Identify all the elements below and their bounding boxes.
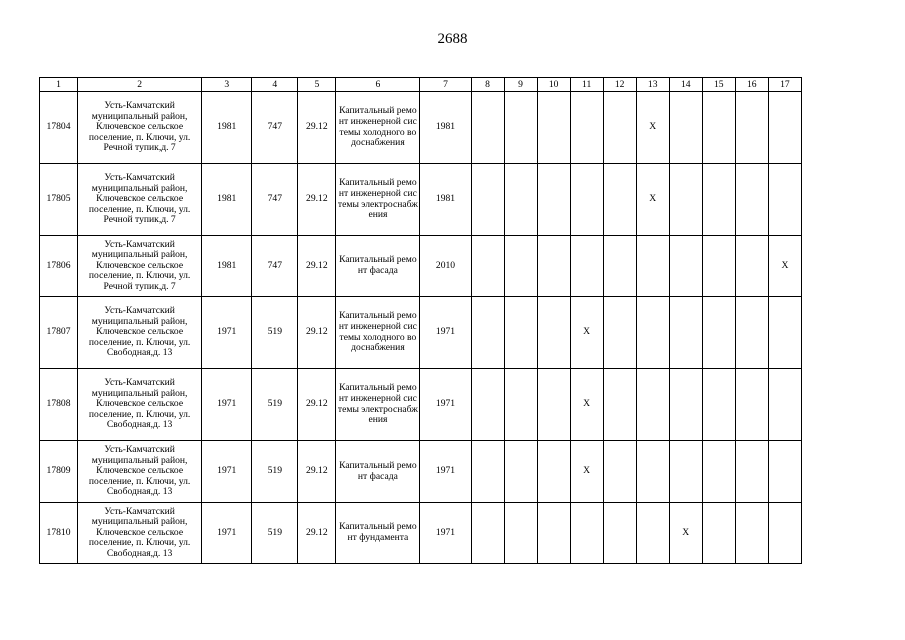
empty-cell — [636, 369, 669, 441]
empty-cell — [768, 297, 801, 369]
year-cell: 2010 — [420, 236, 471, 297]
empty-cell — [702, 503, 735, 564]
empty-cell — [702, 164, 735, 236]
year-cell: 1971 — [202, 441, 252, 503]
empty-cell — [735, 297, 768, 369]
empty-cell — [702, 236, 735, 297]
work-type-cell: Капитальный ремонт инженерной системы холодного водоснабжения — [336, 297, 420, 369]
empty-cell — [636, 503, 669, 564]
row-id: 17804 — [40, 92, 78, 164]
row-id: 17806 — [40, 236, 78, 297]
empty-cell — [735, 369, 768, 441]
empty-cell — [471, 236, 504, 297]
empty-cell — [504, 297, 537, 369]
value-cell: 519 — [252, 369, 298, 441]
repair-schedule-table — [39, 77, 802, 564]
address-cell: Усть-Камчатский муниципальный район, Ключевское сельское поселение, п. Ключи, ул. Свободная,д. 13 — [78, 297, 202, 369]
mark-cell: X — [636, 92, 669, 164]
empty-cell — [603, 236, 636, 297]
year-cell: 1981 — [202, 236, 252, 297]
empty-cell — [570, 503, 603, 564]
row-id: 17809 — [40, 441, 78, 503]
year-cell: 1981 — [202, 92, 252, 164]
empty-cell — [504, 441, 537, 503]
empty-cell — [537, 441, 570, 503]
mark-cell: X — [669, 503, 702, 564]
empty-cell — [669, 369, 702, 441]
row-id: 17810 — [40, 503, 78, 564]
column-header: 4 — [252, 78, 298, 92]
empty-cell — [735, 441, 768, 503]
year-cell: 1971 — [202, 297, 252, 369]
date-cell: 29.12 — [298, 369, 336, 441]
mark-cell: X — [570, 369, 603, 441]
empty-cell — [735, 503, 768, 564]
empty-cell — [603, 503, 636, 564]
empty-cell — [702, 92, 735, 164]
column-header: 7 — [420, 78, 471, 92]
header-row — [40, 78, 802, 92]
work-type-cell: Капитальный ремонт инженерной системы электроснабжения — [336, 164, 420, 236]
mark-cell: X — [768, 236, 801, 297]
empty-cell — [537, 297, 570, 369]
empty-cell — [603, 92, 636, 164]
empty-cell — [636, 441, 669, 503]
empty-cell — [504, 369, 537, 441]
year-cell: 1971 — [202, 503, 252, 564]
column-header: 3 — [202, 78, 252, 92]
value-cell: 519 — [252, 503, 298, 564]
year-cell: 1971 — [420, 369, 471, 441]
empty-cell — [669, 164, 702, 236]
table-row — [40, 92, 802, 164]
empty-cell — [669, 297, 702, 369]
value-cell: 519 — [252, 297, 298, 369]
value-cell: 747 — [252, 236, 298, 297]
empty-cell — [702, 441, 735, 503]
column-header: 16 — [735, 78, 768, 92]
date-cell: 29.12 — [298, 297, 336, 369]
column-header: 10 — [537, 78, 570, 92]
empty-cell — [603, 164, 636, 236]
empty-cell — [669, 236, 702, 297]
work-type-cell: Капитальный ремонт инженерной системы электроснабжения — [336, 369, 420, 441]
table-row — [40, 297, 802, 369]
empty-cell — [471, 441, 504, 503]
column-header: 8 — [471, 78, 504, 92]
column-header: 15 — [702, 78, 735, 92]
date-cell: 29.12 — [298, 164, 336, 236]
mark-cell: X — [570, 297, 603, 369]
empty-cell — [570, 236, 603, 297]
empty-cell — [471, 297, 504, 369]
address-cell: Усть-Камчатский муниципальный район, Ключевское сельское поселение, п. Ключи, ул. Речной тупик,д. 7 — [78, 92, 202, 164]
empty-cell — [504, 236, 537, 297]
work-type-cell: Капитальный ремонт фундамента — [336, 503, 420, 564]
column-header: 9 — [504, 78, 537, 92]
empty-cell — [669, 92, 702, 164]
empty-cell — [570, 164, 603, 236]
empty-cell — [636, 236, 669, 297]
empty-cell — [504, 164, 537, 236]
empty-cell — [570, 92, 603, 164]
empty-cell — [471, 503, 504, 564]
value-cell: 747 — [252, 164, 298, 236]
empty-cell — [702, 369, 735, 441]
year-cell: 1971 — [420, 503, 471, 564]
column-header: 11 — [570, 78, 603, 92]
empty-cell — [768, 369, 801, 441]
empty-cell — [504, 503, 537, 564]
work-type-cell: Капитальный ремонт фасада — [336, 441, 420, 503]
empty-cell — [735, 164, 768, 236]
address-cell: Усть-Камчатский муниципальный район, Ключевское сельское поселение, п. Ключи, ул. Свободная,д. 13 — [78, 441, 202, 503]
year-cell: 1981 — [420, 92, 471, 164]
column-header: 1 — [40, 78, 78, 92]
column-header: 12 — [603, 78, 636, 92]
mark-cell: X — [636, 164, 669, 236]
work-type-cell: Капитальный ремонт инженерной системы холодного водоснабжения — [336, 92, 420, 164]
year-cell: 1971 — [420, 297, 471, 369]
table-row — [40, 503, 802, 564]
empty-cell — [471, 369, 504, 441]
table-row — [40, 236, 802, 297]
column-header: 13 — [636, 78, 669, 92]
address-cell: Усть-Камчатский муниципальный район, Ключевское сельское поселение, п. Ключи, ул. Свободная,д. 13 — [78, 503, 202, 564]
row-id: 17807 — [40, 297, 78, 369]
empty-cell — [669, 441, 702, 503]
year-cell: 1971 — [420, 441, 471, 503]
address-cell: Усть-Камчатский муниципальный район, Ключевское сельское поселение, п. Ключи, ул. Речной тупик,д. 7 — [78, 236, 202, 297]
empty-cell — [537, 164, 570, 236]
year-cell: 1971 — [202, 369, 252, 441]
table-row — [40, 441, 802, 503]
date-cell: 29.12 — [298, 236, 336, 297]
empty-cell — [636, 297, 669, 369]
table-row — [40, 164, 802, 236]
value-cell: 747 — [252, 92, 298, 164]
date-cell: 29.12 — [298, 503, 336, 564]
column-header: 5 — [298, 78, 336, 92]
empty-cell — [603, 369, 636, 441]
mark-cell: X — [570, 441, 603, 503]
empty-cell — [537, 369, 570, 441]
empty-cell — [537, 92, 570, 164]
year-cell: 1981 — [202, 164, 252, 236]
empty-cell — [702, 297, 735, 369]
column-header: 14 — [669, 78, 702, 92]
empty-cell — [735, 236, 768, 297]
empty-cell — [471, 92, 504, 164]
empty-cell — [768, 164, 801, 236]
empty-cell — [735, 92, 768, 164]
row-id: 17805 — [40, 164, 78, 236]
empty-cell — [603, 441, 636, 503]
empty-cell — [504, 92, 537, 164]
empty-cell — [603, 297, 636, 369]
empty-cell — [537, 503, 570, 564]
empty-cell — [471, 164, 504, 236]
column-header: 17 — [768, 78, 801, 92]
empty-cell — [768, 92, 801, 164]
column-header: 6 — [336, 78, 420, 92]
row-id: 17808 — [40, 369, 78, 441]
address-cell: Усть-Камчатский муниципальный район, Ключевское сельское поселение, п. Ключи, ул. Речной тупик,д. 7 — [78, 164, 202, 236]
value-cell: 519 — [252, 441, 298, 503]
empty-cell — [768, 503, 801, 564]
year-cell: 1981 — [420, 164, 471, 236]
date-cell: 29.12 — [298, 92, 336, 164]
work-type-cell: Капитальный ремонт фасада — [336, 236, 420, 297]
empty-cell — [537, 236, 570, 297]
date-cell: 29.12 — [298, 441, 336, 503]
address-cell: Усть-Камчатский муниципальный район, Ключевское сельское поселение, п. Ключи, ул. Свободная,д. 13 — [78, 369, 202, 441]
table-row — [40, 369, 802, 441]
column-header: 2 — [78, 78, 202, 92]
page-number: 2688 — [437, 31, 468, 47]
empty-cell — [768, 441, 801, 503]
